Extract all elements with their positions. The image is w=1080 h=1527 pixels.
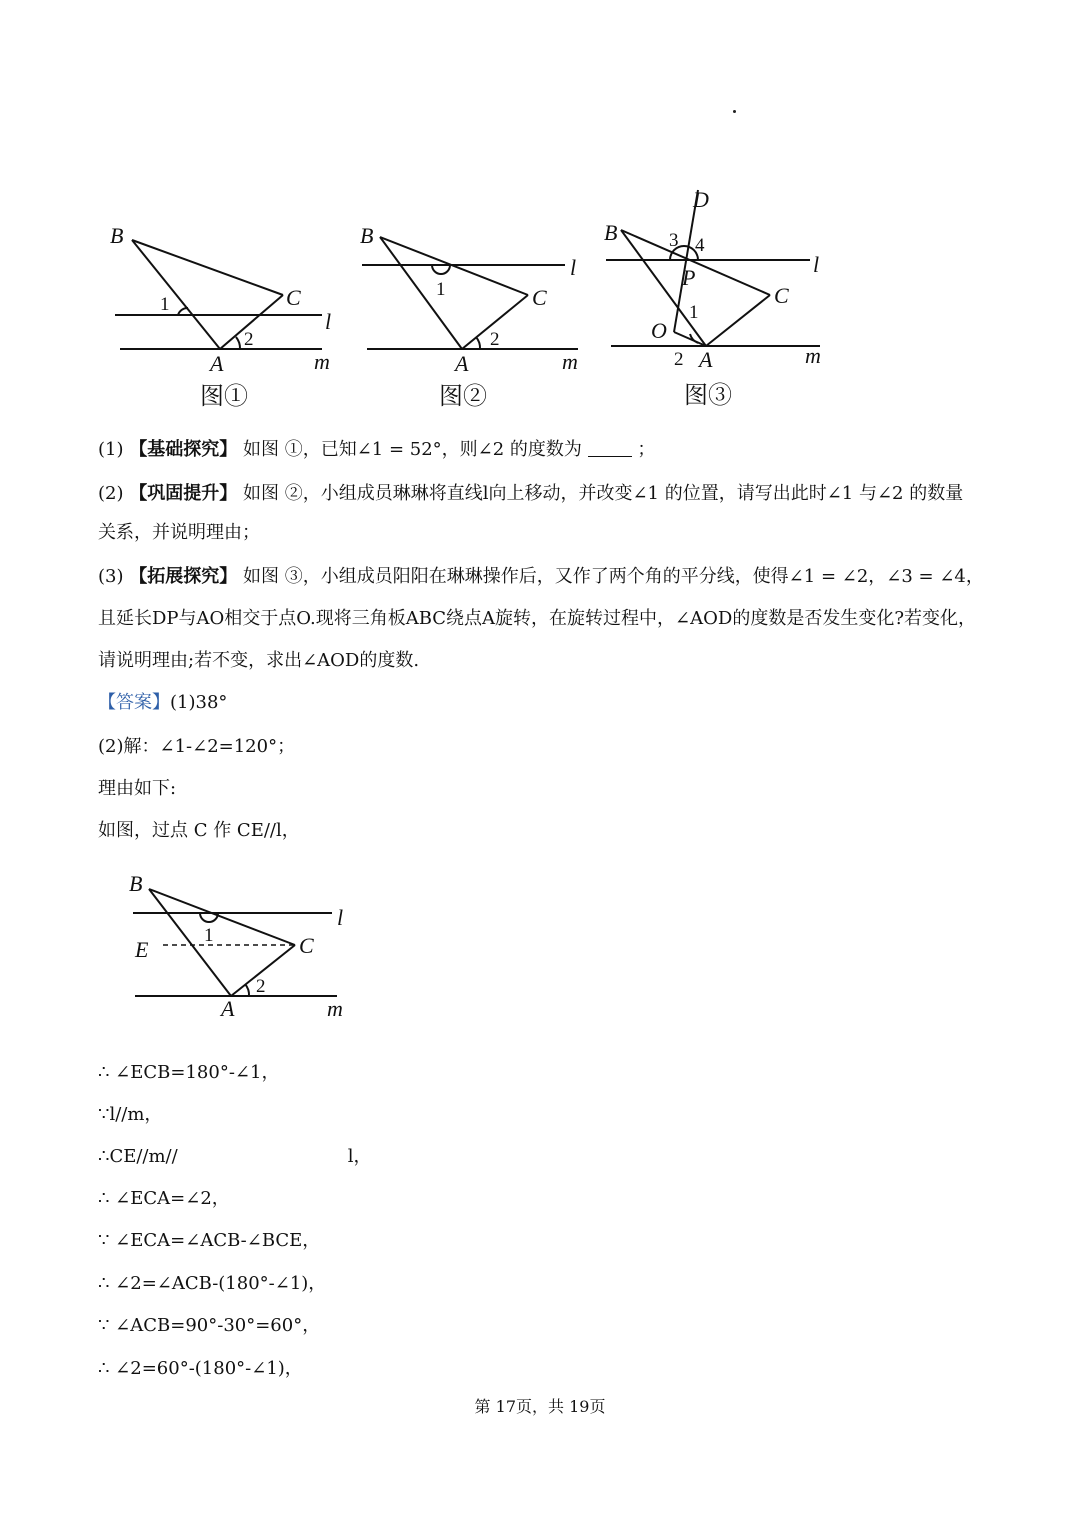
q3-text: 如图 ③，小组成员阳阳在琳琳操作后，又作了两个角的平分线，使得∠1 = ∠2，∠3 = ∠4， <box>242 566 984 587</box>
question-3 <box>98 564 984 590</box>
figure-3 <box>598 185 838 415</box>
construct-line: 如图，过点 C 作 CE//l， <box>98 820 300 841</box>
label-a: A <box>210 351 224 376</box>
angle-1: 1 <box>689 302 699 323</box>
answer-label: 【答案】 <box>98 692 170 713</box>
question-2 <box>98 481 963 507</box>
label-c: C <box>299 933 314 958</box>
label-c: C <box>774 283 789 308</box>
label-c: C <box>532 285 547 310</box>
label-a: A <box>699 347 713 372</box>
label-l: l <box>813 252 820 277</box>
proof-step: ∵ ∠ACB=90°-30°=60°， <box>98 1315 321 1336</box>
angle-1: 1 <box>160 294 170 315</box>
angle-1: 1 <box>436 279 446 300</box>
question-3-cont2: 请说明理由;若不变，求出∠AOD的度数. <box>98 650 420 671</box>
angle-3: 3 <box>669 230 679 251</box>
angle-2: 2 <box>674 349 684 370</box>
figure-2 <box>350 215 600 415</box>
proof-step <box>98 1144 371 1170</box>
label-b: B <box>360 223 374 248</box>
answer-1-text: (1)38° <box>170 692 228 713</box>
label-l: l <box>325 309 332 334</box>
reason-line: 理由如下: <box>98 778 177 799</box>
question-2-cont: 关系，并说明理由； <box>98 522 260 543</box>
q1-text: 如图 ①，已知∠1 = 52°，则∠2 的度数为 <box>242 439 582 460</box>
q2-text: 如图 ②，小组成员琳琳将直线l向上移动，并改变∠1 的位置，请写出此时∠1 与∠2 的数量 <box>242 483 964 504</box>
q1-end: ； <box>637 439 656 460</box>
q1-number: (1) <box>98 439 124 460</box>
q1-tag: 【基础探究】 <box>129 439 238 460</box>
answer-blank <box>588 438 632 457</box>
label-l: l <box>570 255 577 280</box>
angle-2: 2 <box>490 329 500 350</box>
stray-dot <box>733 110 736 113</box>
proof-step-3-head: ∴CE//m// <box>98 1146 178 1167</box>
label-a: A <box>221 996 235 1021</box>
label-b: B <box>110 223 124 248</box>
label-o: O <box>651 318 667 343</box>
q2-tag: 【巩固提升】 <box>129 483 238 504</box>
angle-2: 2 <box>256 976 266 997</box>
figure-caption: 图③ <box>684 383 732 409</box>
label-d: D <box>693 187 709 212</box>
figure-caption: 图① <box>200 384 248 410</box>
figure-4 <box>125 865 355 1025</box>
angle-2: 2 <box>244 329 254 350</box>
question-1 <box>98 437 655 463</box>
figure-1 <box>100 215 350 415</box>
label-m: m <box>314 349 330 374</box>
answer-1 <box>98 690 227 716</box>
proof-step: ∴ ∠ECB=180°-∠1， <box>98 1062 280 1083</box>
proof-step: ∴ ∠2=∠ACB-(180°-∠1)， <box>98 1273 327 1294</box>
label-m: m <box>805 343 821 368</box>
label-l: l <box>337 905 344 930</box>
label-p: P <box>682 265 696 290</box>
figure-caption: 图② <box>439 384 487 410</box>
q3-number: (3) <box>98 566 124 587</box>
proof-step-3-tail: l， <box>347 1146 372 1167</box>
label-b: B <box>129 871 143 896</box>
label-b: B <box>604 220 618 245</box>
label-m: m <box>562 349 578 374</box>
q3-tag: 【拓展探究】 <box>129 566 238 587</box>
angle-4: 4 <box>695 235 705 256</box>
proof-step: ∴ ∠2=60°-(180°-∠1)， <box>98 1358 303 1379</box>
q2-number: (2) <box>98 483 124 504</box>
proof-step: ∵l//m， <box>98 1104 163 1125</box>
proof-step: ∴ ∠ECA=∠2， <box>98 1188 230 1209</box>
angle-1: 1 <box>204 925 214 946</box>
proof-step: ∵ ∠ECA=∠ACB-∠BCE， <box>98 1230 321 1251</box>
label-m: m <box>327 996 343 1021</box>
label-c: C <box>286 285 301 310</box>
label-a: A <box>455 351 469 376</box>
answer-2: (2)解：∠1-∠2=120°； <box>98 736 296 757</box>
page-footer: 第 17页，共 19页 <box>474 1397 606 1416</box>
question-3-cont: 且延长DP与AO相交于点O.现将三角板ABC绕点A旋转，在旋转过程中，∠AOD的度数是否发生变化?若变化， <box>98 608 976 629</box>
label-e: E <box>135 937 149 962</box>
